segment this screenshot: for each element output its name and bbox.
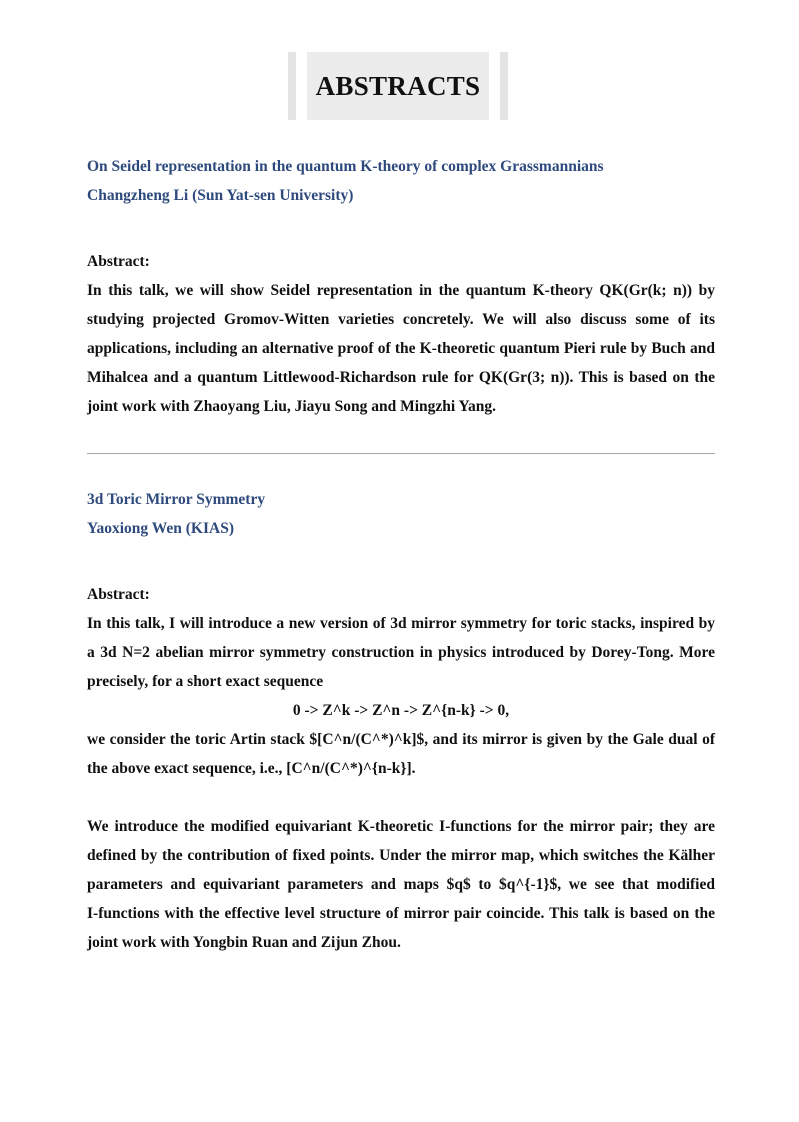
abstract-line: In this talk, we will show Seidel representation in the quantum K-theory QK(Gr(k; n)) by <box>87 282 715 299</box>
abstract-label: Abstract: <box>87 253 150 270</box>
abstract-line: parameters and equivariant parameters and maps $q$ to $q^{-1}$, we see that modified <box>87 876 715 893</box>
abstract-line: studying projected Gromov-Witten varieties concretely. We will also discuss some of its <box>87 311 715 328</box>
abstract-line: In this talk, I will introduce a new version of 3d mirror symmetry for toric stacks, inspired by <box>87 615 715 632</box>
header-left-bar <box>288 52 296 120</box>
abstract-line: joint work with Zhaoyang Liu, Jiayu Song and Mingzhi Yang. <box>87 398 496 415</box>
abstract-line: precisely, for a short exact sequence <box>87 673 324 690</box>
talk-title: On Seidel representation in the quantum K-theory of complex Grassmannians <box>87 158 604 175</box>
page-title: ABSTRACTS <box>315 70 481 101</box>
abstract-text <box>87 276 715 421</box>
talk-2 <box>87 485 715 957</box>
abstract-line: applications, including an alternative proof of the K-theoretic quantum Pieri rule by Buch and <box>87 340 715 357</box>
talk-title: 3d Toric Mirror Symmetry <box>87 491 266 508</box>
abstract-line: the above exact sequence, i.e., [C^n/(C^*)^{n-k}]. <box>87 760 416 777</box>
abstract-line: Mihalcea and a quantum Littlewood-Richardson rule for QK(Gr(3; n)). This is based on the <box>87 369 715 386</box>
header-box <box>307 52 489 120</box>
abstract-text <box>87 609 715 957</box>
abstract-label: Abstract: <box>87 586 150 603</box>
header-banner <box>288 52 508 120</box>
abstract-line: I-functions with the effective level structure of mirror pair coincide. This talk is based on the <box>87 905 715 922</box>
paragraph-gap <box>87 783 715 812</box>
talk-1 <box>87 152 715 421</box>
exact-sequence: 0 -> Z^k -> Z^n -> Z^{n-k} -> 0, <box>292 702 510 719</box>
talk-speaker: Yaoxiong Wen (KIAS) <box>87 520 234 537</box>
abstract-line: defined by the contribution of fixed points. Under the mirror map, which switches the Kälher <box>87 847 715 864</box>
abstract-line: we consider the toric Artin stack $[C^n/(C^*)^k]$, and its mirror is given by the Gale dual of <box>87 731 715 748</box>
abstract-line: We introduce the modified equivariant K-theoretic I-functions for the mirror pair; they are <box>87 818 715 835</box>
section-divider <box>87 453 715 454</box>
abstract-line: a 3d N=2 abelian mirror symmetry construction in physics introduced by Dorey-Tong. More <box>87 644 715 661</box>
talk-speaker: Changzheng Li (Sun Yat-sen University) <box>87 187 354 204</box>
abstract-line: joint work with Yongbin Ruan and Zijun Zhou. <box>87 934 401 951</box>
header-right-bar <box>500 52 508 120</box>
